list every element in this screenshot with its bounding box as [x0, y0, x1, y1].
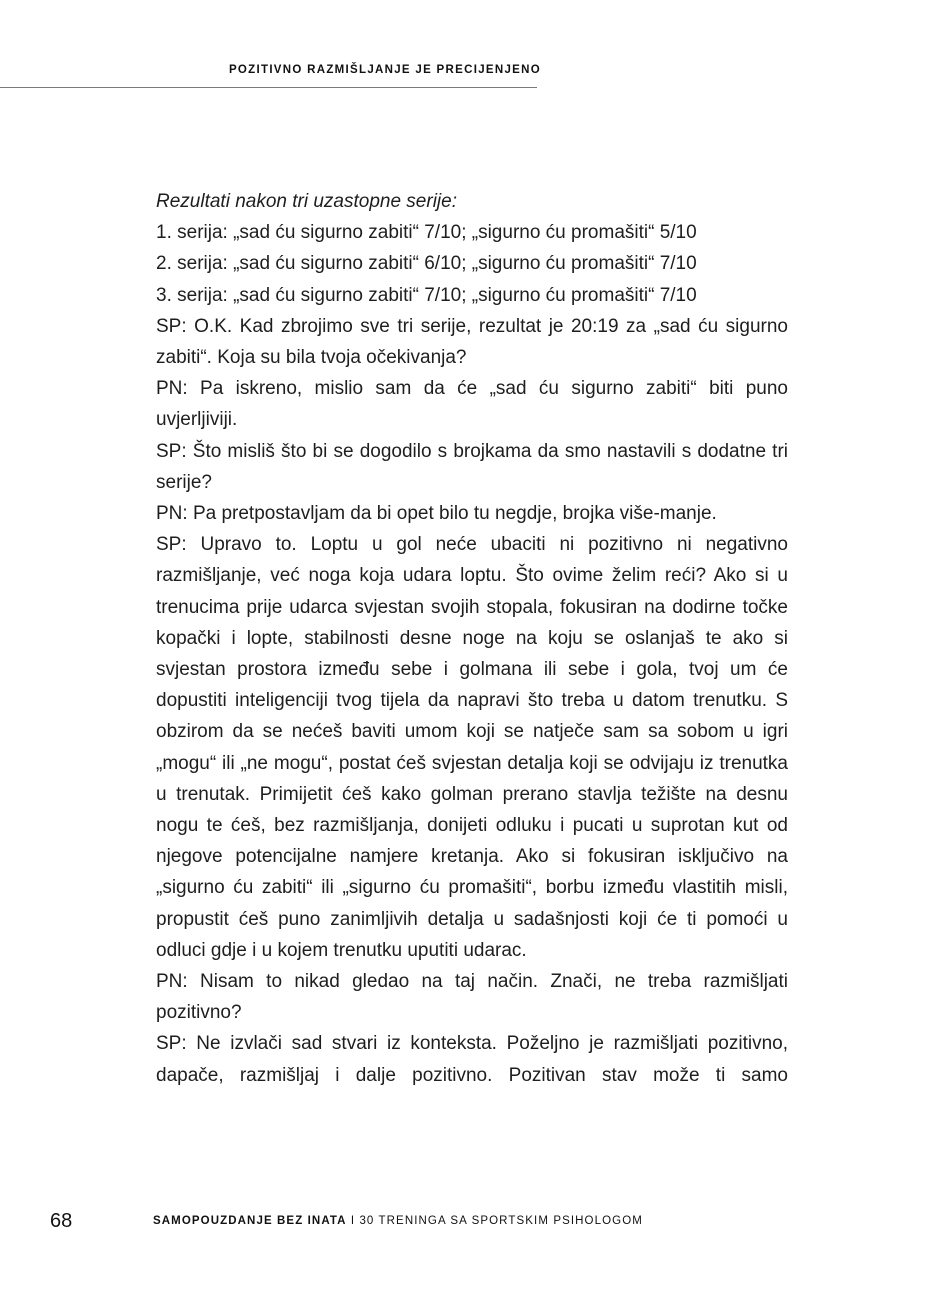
dialogue-paragraph: PN: Pa iskreno, mislio sam da će „sad ću sigurno zabiti“ biti puno uvjerljiviji.: [156, 378, 788, 431]
foot-separator: I: [346, 1215, 360, 1227]
book-title: SAMOPOUZDANJE BEZ INATA: [153, 1215, 347, 1227]
body-text: [156, 186, 788, 1091]
series-line-1: 1. serija: „sad ću sigurno zabiti“ 7/10; „sigurno ću promašiti“ 5/10: [156, 222, 697, 244]
dialogue-paragraph: PN: Pa pretpostavljam da bi opet bilo tu negdje, brojka više-manje.: [156, 503, 717, 525]
dialogue-paragraph: SP: O.K. Kad zbrojimo sve tri serije, rezultat je 20:19 za „sad ću sigurno zabiti“. Koja su bila tvoja očekivanja?: [156, 315, 788, 369]
page-number: 68: [50, 1210, 73, 1232]
dialogue-paragraph: SP: Ne izvlači sad stvari iz konteksta. Poželjno je razmišljati pozitivno, dapače, razmišljaj i dalje pozitivno. Pozitivan stav može ti samo: [156, 1033, 788, 1086]
header-rule: [0, 87, 537, 88]
dialogue-paragraph: PN: Nisam to nikad gledao na taj način. Znači, ne treba razmišljati pozitivno?: [156, 971, 788, 1024]
book-subtitle: 30 TRENINGA SA SPORTSKIM PSIHOLOGOM: [359, 1215, 643, 1227]
running-foot: [153, 1215, 643, 1227]
dialogue-paragraph: SP: Što misliš što bi se dogodilo s brojkama da smo nastavili s dodatne tri serije?: [156, 440, 788, 493]
running-head-title: POZITIVNO RAZMIŠLJANJE JE PRECIJENJENO: [228, 64, 541, 76]
series-line-3: 3. serija: „sad ću sigurno zabiti“ 7/10; „sigurno ću promašiti“ 7/10: [156, 284, 697, 306]
dialogue-paragraph: SP: Upravo to. Loptu u gol neće ubaciti ni pozitivno ni negativno razmišljanje, već noga koja udara loptu. Što ovime želim reći? Ako si u trenucima prije udarca svjestan svojih stopala, fokusiran na dodirne točke kopački i lopte, stabilnosti desne noge na koju se oslanjaš te ako si svjestan prostora između sebe i golmana ili sebe i gola, tvoj um će dopustiti inteligenciji tvog tijela da napravi što treba u datom trenutku. S obzirom da se nećeš baviti umom koji se natječe sam sa sobom u igri „mogu“ ili „ne mogu“, postat ćeš svjestan detalja koji se odvijaju iz trenutka u trenutak. Primijetit ćeš kako golman prerano stavlja težište na desnu nogu te ćeš, bez razmišljanja, donijeti odluku i pucati u suprotan kut od njegove potencijalne namjere kretanja. Ako si fokusiran isključivo na „sigurno ću zabiti“ ili „sigurno ću promašiti“, borbu između vlastitih misli, propustit ćeš puno zanimljivih detalja u sadašnjosti koji će ti pomoći u odluci gdje i u kojem trenutku uputiti udarac.: [156, 534, 788, 961]
series-line-2: 2. serija: „sad ću sigurno zabiti“ 6/10; „sigurno ću promašiti“ 7/10: [156, 253, 697, 275]
results-intro: Rezultati nakon tri uzastopne serije:: [156, 191, 457, 212]
